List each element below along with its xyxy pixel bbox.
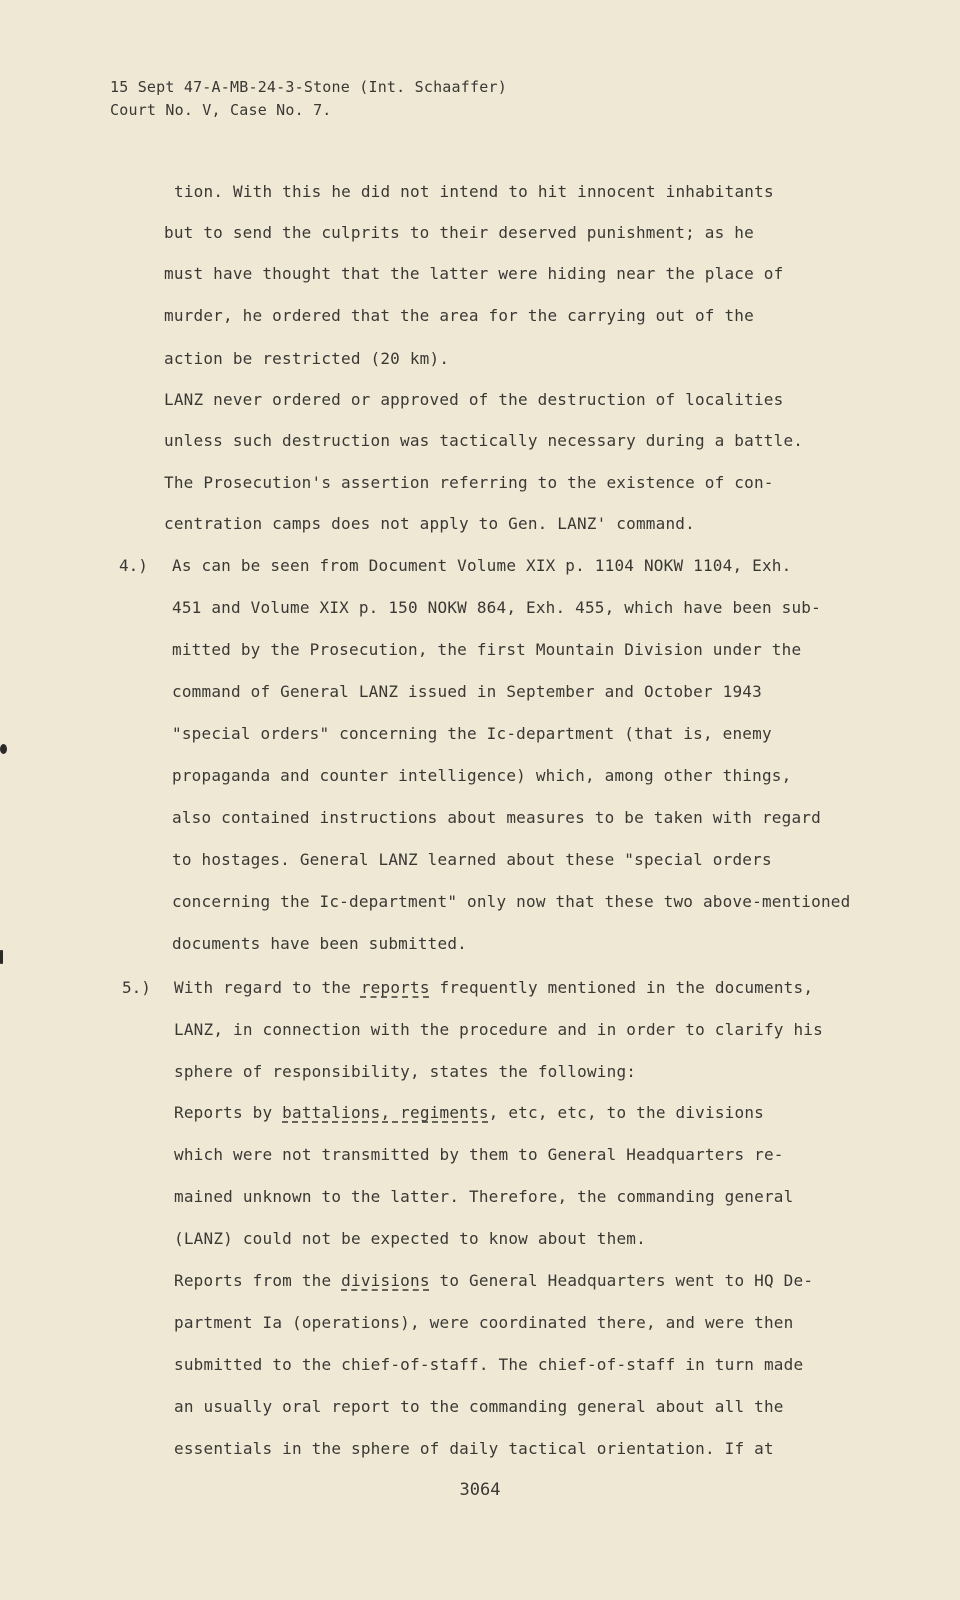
text-line: LANZ never ordered or approved of the destruction of localities [164, 390, 784, 409]
text-span: Reports by [174, 1103, 283, 1122]
text-span: Reports from the [174, 1271, 342, 1290]
item-number: 5.) [122, 978, 151, 997]
edge-mark [0, 950, 3, 964]
header-line-2: Court No. V, Case No. 7. [110, 101, 332, 119]
text-line: centration camps does not apply to Gen. LANZ' command. [164, 514, 695, 533]
text-line: "special orders" concerning the Ic-department (that is, enemy [172, 724, 772, 743]
text-line: but to send the culprits to their deserved punishment; as he [164, 223, 754, 242]
text-line: LANZ, in connection with the procedure and in order to clarify his [174, 1020, 823, 1039]
text-line: to hostages. General LANZ learned about these "special orders [172, 850, 772, 869]
text-line: partment Ia (operations), were coordinated there, and were then [174, 1313, 794, 1332]
text-line: As can be seen from Document Volume XIX p. 1104 NOKW 1104, Exh. [172, 556, 792, 575]
text-span: With regard to the [174, 978, 361, 997]
text-line: essentials in the sphere of daily tactical orientation. If at [174, 1439, 774, 1458]
underlined-word: divisions [341, 1271, 430, 1290]
text-line: The Prosecution's assertion referring to the existence of con- [164, 473, 774, 492]
text-span: , etc, etc, to the divisions [488, 1103, 764, 1122]
underlined-words: battalions, regiments [282, 1103, 489, 1122]
text-line [174, 1103, 764, 1122]
text-line: murder, he ordered that the area for the carrying out of the [164, 306, 754, 325]
text-line: concerning the Ic-department" only now that these two above-mentioned [172, 892, 851, 911]
text-line: documents have been submitted. [172, 934, 467, 953]
header-line-1: 15 Sept 47-A-MB-24-3-Stone (Int. Schaaffer) [110, 78, 507, 96]
text-line: an usually oral report to the commanding general about all the [174, 1397, 784, 1416]
item-number: 4.) [119, 556, 148, 575]
text-line: sphere of responsibility, states the following: [174, 1062, 637, 1081]
text-span: frequently mentioned in the documents, [429, 978, 814, 997]
underlined-word: reports [360, 978, 430, 997]
punch-hole-mark [0, 744, 7, 754]
text-line: which were not transmitted by them to General Headquarters re- [174, 1145, 784, 1164]
text-line: propaganda and counter intelligence) which, among other things, [172, 766, 792, 785]
text-line: must have thought that the latter were hiding near the place of [164, 264, 784, 283]
text-line: tion. With this he did not intend to hit innocent inhabitants [174, 182, 774, 201]
text-line: mained unknown to the latter. Therefore, the commanding general [174, 1187, 794, 1206]
text-line: also contained instructions about measures to be taken with regard [172, 808, 821, 827]
text-line [174, 978, 813, 997]
text-line: command of General LANZ issued in September and October 1943 [172, 682, 762, 701]
text-line: submitted to the chief-of-staff. The chief-of-staff in turn made [174, 1355, 804, 1374]
text-line: mitted by the Prosecution, the first Mountain Division under the [172, 640, 802, 659]
text-span: to General Headquarters went to HQ De- [429, 1271, 814, 1290]
text-line: 451 and Volume XIX p. 150 NOKW 864, Exh. 455, which have been sub- [172, 598, 821, 617]
text-line: action be restricted (20 km). [164, 349, 450, 368]
page-number: 3064 [459, 1480, 501, 1500]
text-line [174, 1271, 813, 1290]
text-line: unless such destruction was tactically necessary during a battle. [164, 431, 804, 450]
text-line: (LANZ) could not be expected to know about them. [174, 1229, 646, 1248]
